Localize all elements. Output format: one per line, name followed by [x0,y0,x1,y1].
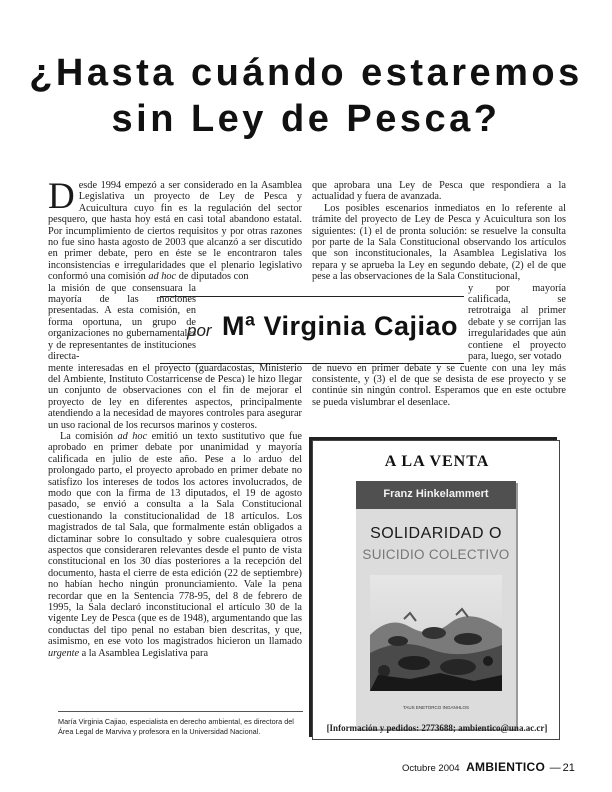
col2-paragraph-1: que aprobara una Ley de Pesca que respondiera a la actualidad y fuera de avanzada. [312,180,566,203]
page-footer [402,760,575,774]
byline-author: Mª Virginia Cajiao [222,311,459,341]
article-title [0,50,612,142]
col1-paragraph-2-body: emitió un texto sustitutivo que fue aprobado en primer debate por unanimidad y mayoría calificada en julio de este año. Pese a lo arduo del prolongado parto, el proyecto aprobado en primer debate no satisfizo los intereses de todos los actores involucrados, de modo que con la firma de 13 diputados, el 19 de agosto pasado, se envió a consulta a la Sala Constitucional cuestionando la constitucionalidad de 18 artículos. Los magistrados de tal Sala, que formalmente están obligados a dictaminar sobre lo consultado y sobre cualesquiera otros aspectos que consideraren relevantes desde el punto de vista constitucional en los 30 días posteriores a la recepción del documento, hasta el cierre de esta edición (22 de septiembre) no habían hecho ningún pronunciamiento. Vale la pena recordar que en la Sentencia 778-95, del 8 de febrero de 1995, la Sala declaró inconstitucional el artículo 30 de la vigente Ley de Pesca (que es de 1948), argumentando que las conductas del tipo penal no estaban bien descritas, y que, asimismo, en ese voto los magistrados hicieron un llamado [48,430,302,648]
book-cover[interactable] [356,481,516,729]
book-publisher: TAUS ENETORCO INGANHLOS [402,705,470,710]
book-cover-photo [370,575,502,691]
col1-paragraph-2-end: a la Asamblea Legislativa para [81,647,209,659]
article-column-left [48,176,302,659]
drop-cap: D [48,176,75,217]
col1-italic-urgente: urgente [48,647,80,659]
col1-paragraph-1-tail: de diputados con [178,271,249,283]
col1-italic-ad-hoc: ad hoc [148,271,177,283]
magazine-brand: AMBIENTICO [466,760,546,774]
sale-box-heading: A LA VENTA [384,453,490,470]
byline [160,296,464,364]
col2-paragraph-2: Los posibles escenarios inmediatos en lo referente al trámite del proyecto de Ley de Pesca y Acuicultura son los siguientes: (1) el de pronta solución: se resuelve la consulta por parte de la Sala Constitucional observando los artículos que son inconstitucionales, la Asamblea Legislativa los repara y se aprueba la Ley en segundo debate, (2) el de que pese a las observaciones de la Sala Constitucional, [312,202,566,283]
book-title-line-2: SUICIDIO COLECTIVO [362,547,510,562]
book-title-line-1: SOLIDARIDAD O [370,525,502,542]
article-column-right [312,180,566,408]
col1-paragraph-2-start: La comisión [60,430,114,442]
title-line-2: sin Ley de Pesca? [111,98,501,140]
col1-paragraph-1-rest: mente interesadas en el proyecto (guardacostas, Ministerio del Ambiente, Instituto Costarricense de Pesca) le hizo llegar un conjunto de observaciones con el fin de mejorar el proyecto de ley en diferentes aspectos, principalmente atendiendo a la necesidad de mayores controles para asegurar un uso racional de los recursos marinos y costeros. [48,362,302,431]
byline-por: por [187,321,212,340]
page-separator: — [549,762,561,774]
issue-date: Octubre 2004 [402,763,460,774]
title-line-1: ¿Hasta cuándo estaremos [29,52,583,94]
col2-paragraph-2-narrow: y por mayoría calificada, se retrotraiga al primer debate y se corrijan las irregularidades que aún contiene el proyecto para, luego, ser votado [468,282,566,363]
col1-italic-ad-hoc-2: ad hoc [117,430,148,442]
col2-paragraph-2-rest: de nuevo en primer debate y se cuente con una ley más consistente, y (3) el de que se desista de ese proyecto y se continúe sin ningún control. Esperamos que en este octubre se pueda vislumbrar el desenlace. [312,362,566,408]
order-info: [Información y pedidos: 2773688; ambientico@una.ac.cr] [326,723,548,733]
col1-paragraph-1: esde 1994 empezó a ser considerado en la Asamblea Legislativa un proyecto de Ley de Pesca y Acuicultura cuyo fin es la regulación del sector pesquero, que hasta hoy está en casi total abandono estatal. Por incumplimiento de ciertos requisitos y por otras razones no fue sino hasta agosto de 2003 que alcanzó a ser discutido en primer debate, pero en éste se le encontraron tales inconsistencias e irregularidades que el plenario legislativo conformó una comisión [48,180,302,283]
book-author: Franz Hinkelammert [383,488,489,500]
author-footnote: María Virginia Cajiao, especialista en derecho ambiental, es directora del Área Legal de Marviva y profesora en la Universidad Nacional. [58,711,303,737]
col1-paragraph-1-narrow: la misión de que consensuara la mayoría de las mociones presentadas. A esta comisión, en forma oportuna, un grupo de organizaciones no gubernamentales y de representantes de instituciones directa- [48,282,196,363]
sale-box [312,440,560,740]
page-number: 21 [562,762,575,774]
